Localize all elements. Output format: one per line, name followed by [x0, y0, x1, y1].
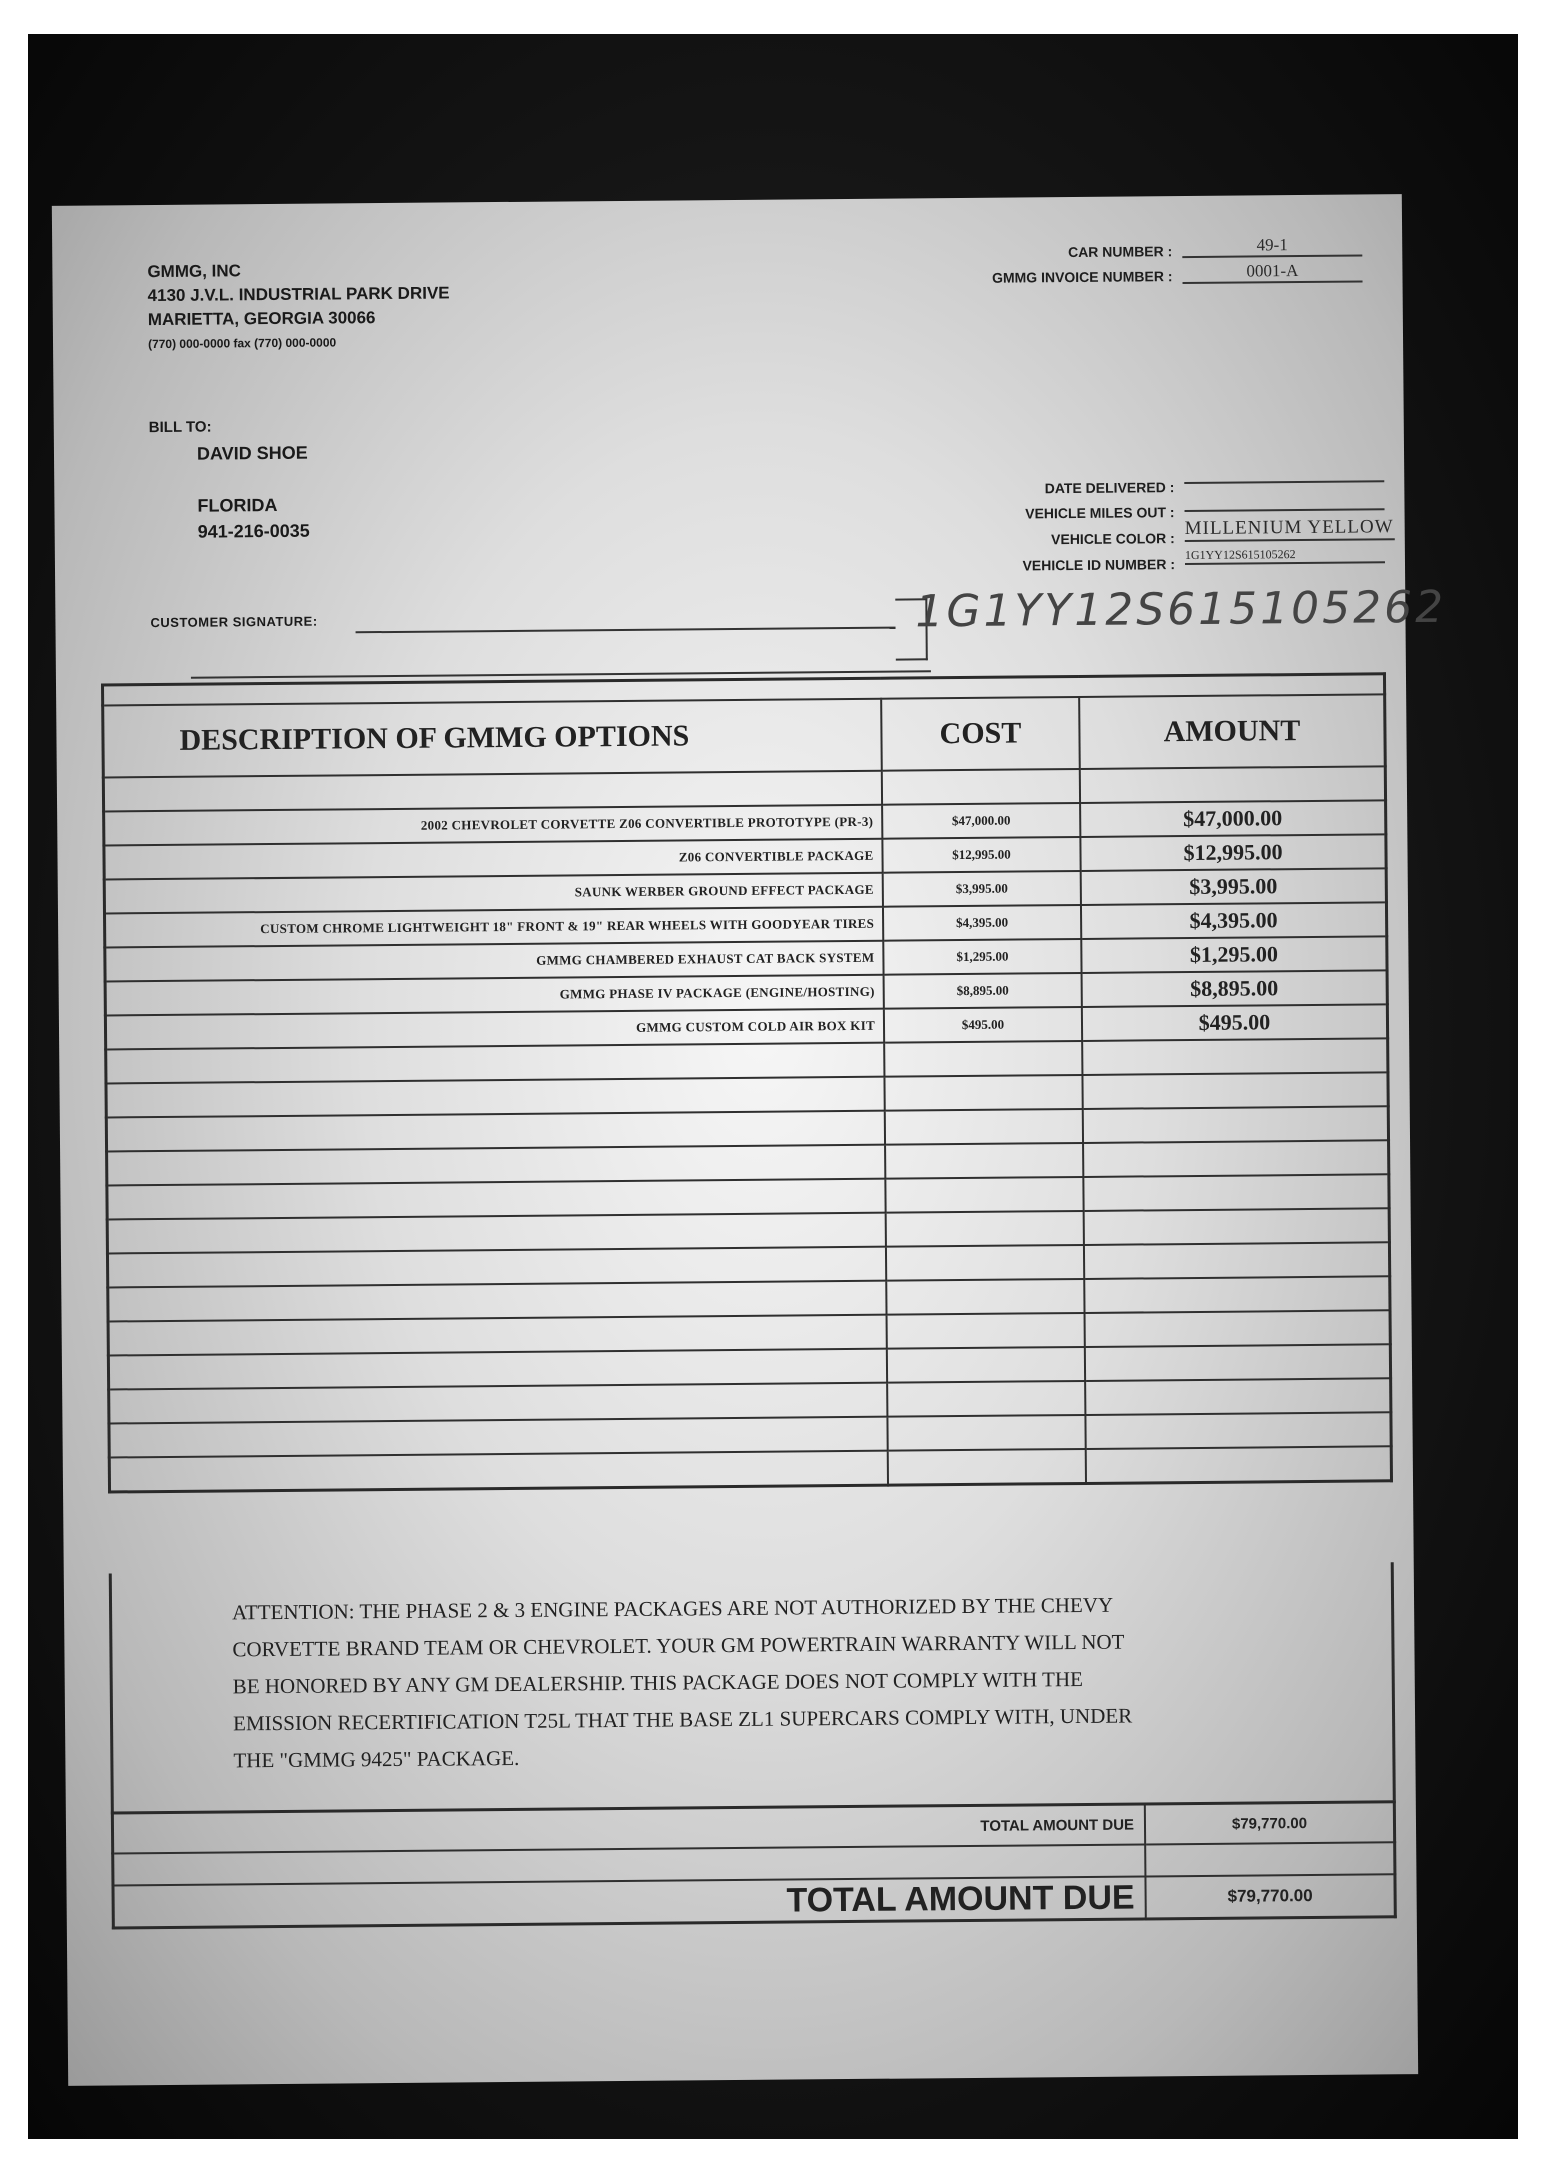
vehicle-id-value: 1G1YY12S615105262 [1185, 546, 1385, 565]
row-amount: $1,295.00 [1081, 936, 1387, 973]
row-description: Z06 CONVERTIBLE PACKAGE [104, 839, 883, 880]
signature-label: CUSTOMER SIGNATURE: [150, 613, 318, 631]
signature-line [356, 627, 896, 634]
invoice-number-label: GMMG INVOICE NUMBER : [991, 268, 1173, 286]
bill-to-state: FLORIDA [197, 494, 278, 516]
bill-to-block [149, 414, 310, 545]
row-description: 2002 CHEVROLET CORVETTE Z06 CONVERTIBLE PROTOTYPE (PR-3) [104, 805, 883, 846]
row-amount: $12,995.00 [1080, 834, 1386, 871]
vehicle-color-value: MILLENIUM YELLOW [1185, 516, 1395, 542]
row-description: CUSTOM CHROME LIGHTWEIGHT 18" FRONT & 19" REAR WHEELS WITH GOODYEAR TIRES [104, 907, 883, 948]
bill-to-label: BILL TO: [148, 418, 212, 437]
car-number-value: 49-1 [1182, 234, 1362, 258]
invoice-number-value: 0001-A [1182, 260, 1362, 284]
row-cost: $495.00 [884, 1007, 1082, 1043]
total-value: $79,770.00 [1145, 1874, 1395, 1919]
bill-to-phone: 941-216-0035 [197, 520, 310, 542]
row-amount: $47,000.00 [1080, 800, 1386, 837]
vehicle-miles-label: VEHICLE MILES OUT : [1025, 504, 1175, 522]
bill-to-name: DAVID SHOE [196, 442, 308, 464]
row-description: GMMG PHASE IV PACKAGE (ENGINE/HOSTING) [105, 975, 884, 1016]
row-amount: $3,995.00 [1081, 868, 1387, 905]
table-header [103, 694, 1386, 777]
row-description: GMMG CUSTOM COLD AIR BOX KIT [105, 1009, 884, 1050]
invoice-sheet [52, 194, 1447, 2086]
row-description: GMMG CHAMBERED EXHAUST CAT BACK SYSTEM [105, 941, 884, 982]
row-cost: $3,995.00 [883, 871, 1081, 907]
col-cost-header: COST [881, 697, 1080, 771]
attention-text: ATTENTION: THE PHASE 2 & 3 ENGINE PACKAGES ARE NOT AUTHORIZED BY THE CHEVY CORVETTE BRAND TEAM OR CHEVROLET. YOUR GM POWERTRAIN WARRANTY WILL NOT BE HONORED BY ANY GM DEALERSHIP. THIS PACKAGE DOES NOT COMPLY WITH THE EMISSION RECERTIFICATION T25L THAT THE BASE ZL1 SUPERCARS COMPLY WITH, UNDER THE "GMMG 9425" PACKAGE. [231, 1592, 1133, 1773]
row-amount: $495.00 [1082, 1004, 1388, 1041]
col-amount-header: AMOUNT [1079, 694, 1385, 769]
row-cost: $1,295.00 [883, 939, 1081, 975]
date-delivered-label: DATE DELIVERED : [1044, 479, 1175, 497]
row-cost: $4,395.00 [883, 905, 1081, 941]
company-block [147, 257, 450, 356]
date-delivered-value [1184, 456, 1384, 484]
row-description: SAUNK WERBER GROUND EFFECT PACKAGE [104, 873, 883, 914]
vehicle-miles-value [1184, 484, 1384, 512]
col-description-header: DESCRIPTION OF GMMG OPTIONS [103, 699, 882, 778]
company-name: GMMG, INC [147, 261, 241, 282]
row-amount: $8,895.00 [1082, 970, 1388, 1007]
row-cost: $12,995.00 [882, 837, 1080, 873]
row-cost: $47,000.00 [882, 803, 1080, 839]
vehicle-color-label: VEHICLE COLOR : [1051, 530, 1175, 548]
subtotal-value: $79,770.00 [1145, 1802, 1395, 1845]
vin-handwritten: 1G1YY12S615105262 [915, 581, 1447, 638]
vehicle-id-label: VEHICLE ID NUMBER : [1022, 556, 1176, 574]
car-number-label: CAR NUMBER : [1067, 243, 1173, 261]
row-cost: $8,895.00 [884, 973, 1082, 1009]
company-address-2: MARIETTA, GEORGIA 30066 [147, 308, 376, 330]
options-table [101, 672, 1393, 1493]
company-address-1: 4130 J.V.L. INDUSTRIAL PARK DRIVE [147, 283, 450, 306]
totals-table [111, 1800, 1397, 1929]
company-phone: (770) 000-0000 fax (770) 000-0000 [147, 335, 337, 352]
attention-notice [109, 1562, 1396, 1811]
row-amount: $4,395.00 [1081, 902, 1387, 939]
subtotal-label: TOTAL AMOUNT DUE [112, 1804, 1145, 1854]
total-label: TOTAL AMOUNT DUE [113, 1876, 1146, 1928]
